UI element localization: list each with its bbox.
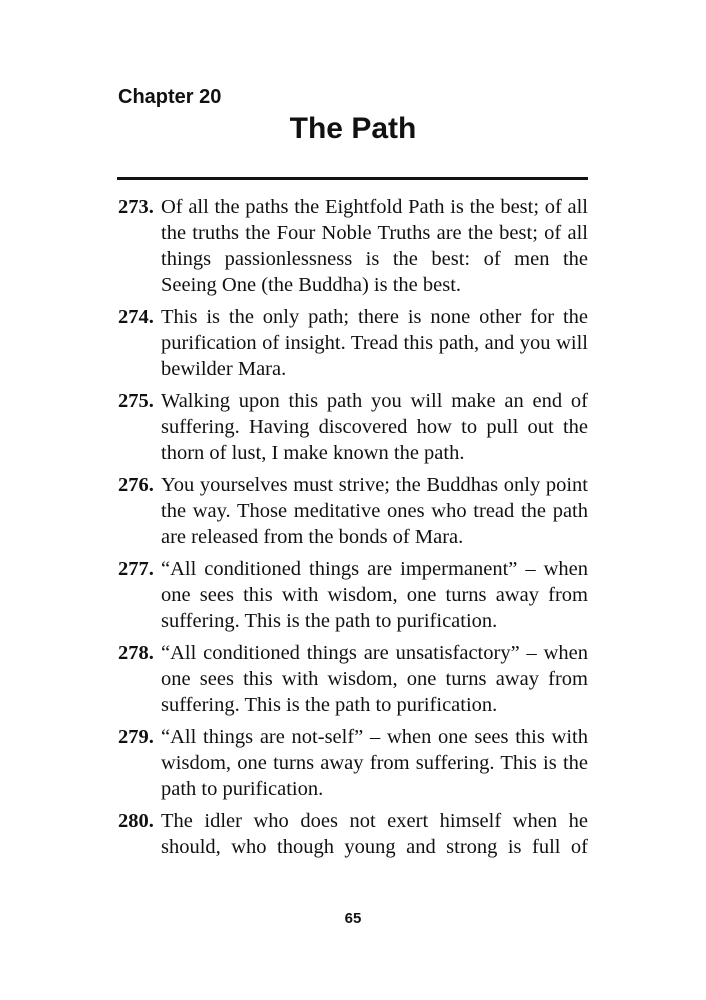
chapter-title-text: The Path [289,112,417,145]
verse-text: You yourselves must strive; the Buddhas only point the way. Those meditative ones who tread the path are released from the bonds of Mara. [161,474,588,548]
title-rule [117,177,588,180]
verse-278 [118,640,588,718]
verse-275 [118,388,588,466]
page-number: 65 [344,910,362,927]
verse-number: 279. [118,726,154,748]
verse-number: 278. [118,642,154,664]
verse-text: “All conditioned things are unsatisfactory” – when one sees this with wisdom, one turns away from suffering. This is the path to purification. [161,642,588,716]
verse-273 [118,194,588,298]
verse-number: 275. [118,390,154,412]
chapter-title [0,112,706,146]
verse-text: Of all the paths the Eightfold Path is the best; of all the truths the Four Noble Truths are the best; of all things passionlessness is the best: of men the Seeing One (the Buddha) is the best. [161,196,588,296]
verse-number: 277. [118,558,154,580]
verse-number: 274. [118,306,154,328]
verse-276 [118,472,588,550]
verse-text: The idler who does not exert himself when he should, who though young and strong is full of [161,810,588,858]
verse-274 [118,304,588,382]
verse-text: This is the only path; there is none other for the purification of insight. Tread this path, and you will bewilder Mara. [161,306,588,380]
verse-277 [118,556,588,634]
verse-text: “All things are not-self” – when one sees this with wisdom, one turns away from suffering. This is the path to purification. [161,726,588,800]
verse-number: 276. [118,474,154,496]
verse-280 [118,808,588,860]
verse-text: Walking upon this path you will make an end of suffering. Having discovered how to pull out the thorn of lust, I make known the path. [161,390,588,464]
chapter-label: Chapter 20 [118,86,222,108]
verse-number: 280. [118,810,154,832]
verse-279 [118,724,588,802]
verse-number: 273. [118,196,154,218]
verse-list [118,194,588,866]
verse-text: “All conditioned things are impermanent” – when one sees this with wisdom, one turns away from suffering. This is the path to purification. [161,558,588,632]
